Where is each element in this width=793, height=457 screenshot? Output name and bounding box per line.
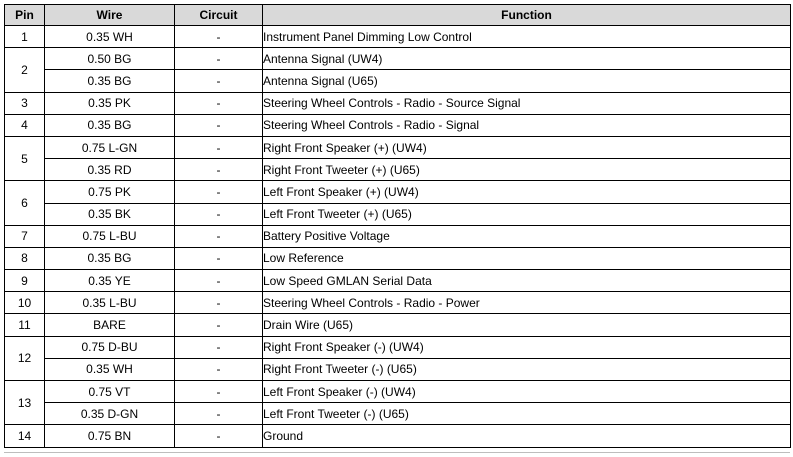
table-row <box>5 314 791 336</box>
function-cell: Steering Wheel Controls - Radio - Signal <box>263 114 791 136</box>
circuit-cell: - <box>175 181 263 203</box>
column-header-circuit: Circuit <box>175 5 263 26</box>
pin-number-cell: 6 <box>5 181 45 225</box>
pin-number-cell: 7 <box>5 225 45 247</box>
function-cell: Right Front Speaker (-) (UW4) <box>263 336 791 358</box>
circuit-cell: - <box>175 403 263 425</box>
pin-number-cell: 9 <box>5 270 45 292</box>
table-row <box>5 336 791 358</box>
circuit-cell: - <box>175 336 263 358</box>
wire-cell: 0.75 L-GN <box>45 136 175 158</box>
wire-cell: 0.50 BG <box>45 48 175 70</box>
circuit-cell: - <box>175 270 263 292</box>
table-row <box>5 136 791 158</box>
function-cell: Antenna Signal (U65) <box>263 70 791 92</box>
function-cell: Right Front Tweeter (+) (U65) <box>263 159 791 181</box>
table-row <box>5 247 791 269</box>
wire-cell: 0.35 D-GN <box>45 403 175 425</box>
table-row <box>5 26 791 48</box>
wire-cell: 0.75 VT <box>45 381 175 403</box>
wire-cell: 0.35 BG <box>45 114 175 136</box>
pin-number-cell: 3 <box>5 92 45 114</box>
column-header-wire: Wire <box>45 5 175 26</box>
function-cell: Drain Wire (U65) <box>263 314 791 336</box>
function-cell: Instrument Panel Dimming Low Control <box>263 26 791 48</box>
table-row <box>5 70 791 92</box>
circuit-cell: - <box>175 48 263 70</box>
pin-number-cell: 12 <box>5 336 45 380</box>
wire-cell: 0.35 YE <box>45 270 175 292</box>
pin-number-cell: 14 <box>5 425 45 447</box>
circuit-cell: - <box>175 292 263 314</box>
wire-cell: 0.35 PK <box>45 92 175 114</box>
pin-number-cell: 13 <box>5 381 45 425</box>
pin-number-cell: 11 <box>5 314 45 336</box>
wire-cell: 0.35 RD <box>45 159 175 181</box>
wire-cell: 0.35 BG <box>45 70 175 92</box>
table-row <box>5 358 791 380</box>
divider <box>4 452 790 453</box>
table-row <box>5 159 791 181</box>
table-row <box>5 292 791 314</box>
wire-cell: 0.75 PK <box>45 181 175 203</box>
function-cell: Low Reference <box>263 247 791 269</box>
table-row <box>5 48 791 70</box>
wire-cell: BARE <box>45 314 175 336</box>
circuit-cell: - <box>175 314 263 336</box>
circuit-cell: - <box>175 70 263 92</box>
table-row <box>5 403 791 425</box>
circuit-cell: - <box>175 225 263 247</box>
wire-cell: 0.75 L-BU <box>45 225 175 247</box>
table-row <box>5 381 791 403</box>
column-header-pin: Pin <box>5 5 45 26</box>
table-row <box>5 203 791 225</box>
table-row <box>5 270 791 292</box>
pin-number-cell: 4 <box>5 114 45 136</box>
circuit-cell: - <box>175 203 263 225</box>
circuit-cell: - <box>175 136 263 158</box>
wire-cell: 0.35 BK <box>45 203 175 225</box>
circuit-cell: - <box>175 381 263 403</box>
function-cell: Battery Positive Voltage <box>263 225 791 247</box>
wire-cell: 0.35 WH <box>45 358 175 380</box>
table-row <box>5 114 791 136</box>
circuit-cell: - <box>175 92 263 114</box>
function-cell: Left Front Speaker (-) (UW4) <box>263 381 791 403</box>
pin-number-cell: 8 <box>5 247 45 269</box>
function-cell: Ground <box>263 425 791 447</box>
wire-cell: 0.35 WH <box>45 26 175 48</box>
connector-pinout-table <box>4 4 791 448</box>
function-cell: Antenna Signal (UW4) <box>263 48 791 70</box>
function-cell: Left Front Speaker (+) (UW4) <box>263 181 791 203</box>
function-cell: Left Front Tweeter (-) (U65) <box>263 403 791 425</box>
header-row <box>5 5 791 26</box>
table-row <box>5 225 791 247</box>
function-cell: Right Front Tweeter (-) (U65) <box>263 358 791 380</box>
circuit-cell: - <box>175 114 263 136</box>
wire-cell: 0.75 D-BU <box>45 336 175 358</box>
function-cell: Left Front Tweeter (+) (U65) <box>263 203 791 225</box>
function-cell: Steering Wheel Controls - Radio - Power <box>263 292 791 314</box>
wire-cell: 0.35 BG <box>45 247 175 269</box>
circuit-cell: - <box>175 26 263 48</box>
circuit-cell: - <box>175 425 263 447</box>
function-cell: Low Speed GMLAN Serial Data <box>263 270 791 292</box>
circuit-cell: - <box>175 247 263 269</box>
pin-number-cell: 5 <box>5 136 45 180</box>
circuit-cell: - <box>175 159 263 181</box>
function-cell: Right Front Speaker (+) (UW4) <box>263 136 791 158</box>
table-row <box>5 92 791 114</box>
wire-cell: 0.35 L-BU <box>45 292 175 314</box>
table-row <box>5 425 791 447</box>
column-header-function: Function <box>263 5 791 26</box>
table-row <box>5 181 791 203</box>
function-cell: Steering Wheel Controls - Radio - Source Signal <box>263 92 791 114</box>
pin-number-cell: 10 <box>5 292 45 314</box>
circuit-cell: - <box>175 358 263 380</box>
table-body <box>5 26 791 448</box>
pin-number-cell: 1 <box>5 26 45 48</box>
pin-number-cell: 2 <box>5 48 45 92</box>
wire-cell: 0.75 BN <box>45 425 175 447</box>
